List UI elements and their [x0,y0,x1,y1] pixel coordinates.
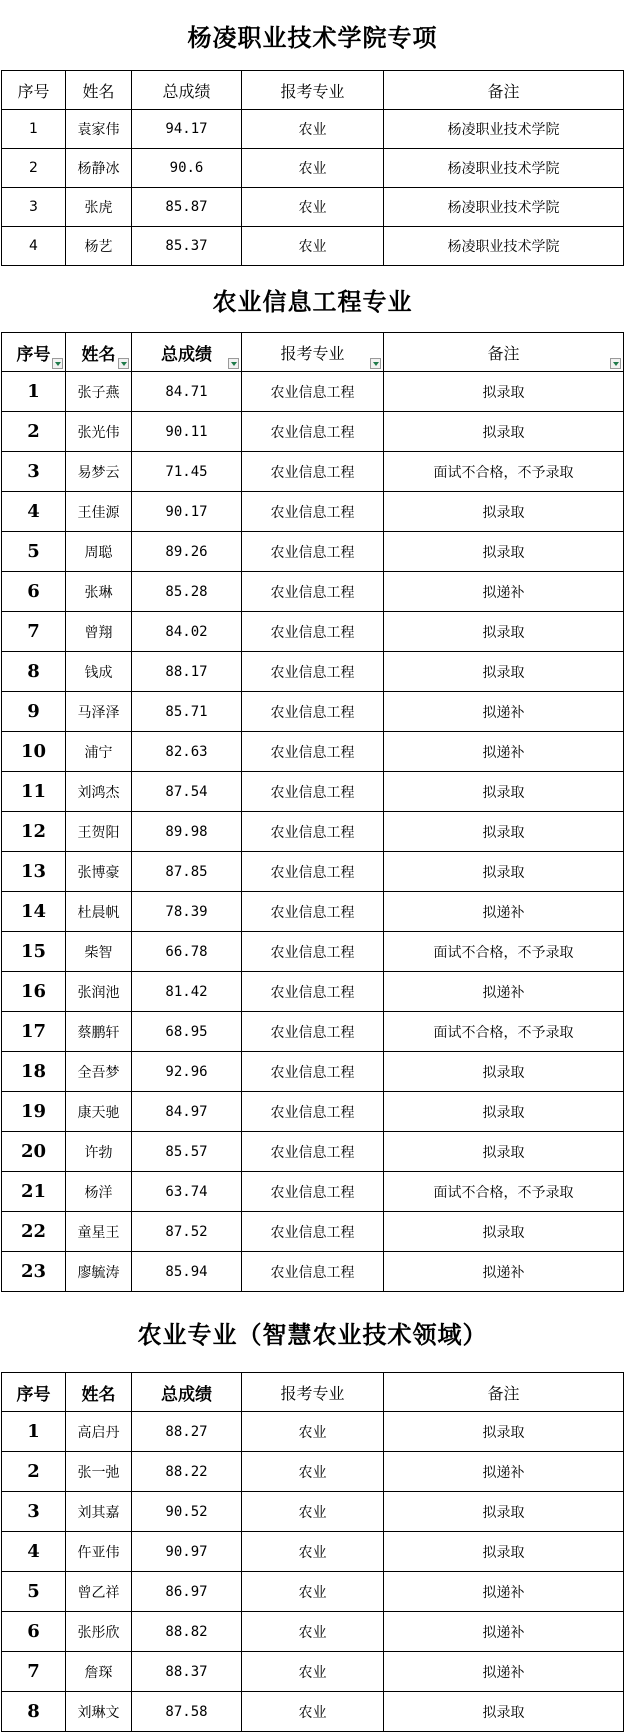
cell-index: 22 [2,1212,66,1252]
cell-major: 农业信息工程 [242,652,384,692]
cell-note: 面试不合格，不予录取 [384,452,624,492]
cell-name: 易梦云 [66,452,132,492]
table-header-row [2,1373,624,1412]
cell-major: 农业 [242,1492,384,1532]
cell-name: 袁家伟 [66,110,132,149]
cell-note: 拟递补 [384,1452,624,1492]
cell-score: 89.98 [132,812,242,852]
filter-dropdown-icon[interactable] [118,358,129,369]
cell-note: 杨凌职业技术学院 [384,110,624,149]
table-row [2,532,624,572]
cell-name: 高启丹 [66,1412,132,1452]
cell-name: 张虎 [66,188,132,227]
cell-note: 拟递补 [384,972,624,1012]
table-row [2,972,624,1012]
cell-index: 12 [2,812,66,852]
section-title: 农业专业（智慧农业技术领域） [137,1319,488,1349]
header-major: 报考专业 [242,71,384,110]
cell-major: 农业 [242,1612,384,1652]
cell-score: 68.95 [132,1012,242,1052]
cell-major: 农业信息工程 [242,1132,384,1172]
cell-note: 拟递补 [384,1612,624,1652]
cell-name: 张润池 [66,972,132,1012]
cell-note: 拟录取 [384,1212,624,1252]
cell-score: 85.37 [132,227,242,266]
table-row [2,812,624,852]
cell-note: 杨凌职业技术学院 [384,149,624,188]
cell-major: 农业信息工程 [242,972,384,1012]
cell-name: 童星王 [66,1212,132,1252]
cell-note: 拟录取 [384,852,624,892]
cell-note: 面试不合格，不予录取 [384,1172,624,1212]
cell-score: 85.87 [132,188,242,227]
table-row [2,149,624,188]
table-row [2,452,624,492]
cell-score: 87.52 [132,1212,242,1252]
cell-major: 农业信息工程 [242,492,384,532]
cell-score: 90.52 [132,1492,242,1532]
filter-dropdown-icon[interactable] [610,358,621,369]
table-row [2,932,624,972]
table-row [2,1492,624,1532]
cell-score: 94.17 [132,110,242,149]
cell-major: 农业 [242,1412,384,1452]
header-note: 备注 [384,71,624,110]
cell-note: 面试不合格，不予录取 [384,1012,624,1052]
cell-major: 农业信息工程 [242,1212,384,1252]
cell-index: 2 [2,149,66,188]
cell-name: 柴智 [66,932,132,972]
table-row [2,1172,624,1212]
header-index-label: 序号 [16,344,51,365]
table-header-row [2,71,624,110]
results-table [1,332,624,1292]
cell-score: 90.97 [132,1532,242,1572]
cell-index: 8 [2,652,66,692]
cell-name: 康天驰 [66,1092,132,1132]
cell-index: 4 [2,227,66,266]
table-row [2,1452,624,1492]
cell-note: 拟递补 [384,1652,624,1692]
cell-name: 刘鸿杰 [66,772,132,812]
table-row [2,227,624,266]
header-score-label: 总成绩 [161,344,212,365]
cell-name: 张一弛 [66,1452,132,1492]
cell-index: 23 [2,1252,66,1292]
cell-index: 17 [2,1012,66,1052]
cell-note: 拟录取 [384,1092,624,1132]
cell-major: 农业 [242,1652,384,1692]
cell-note: 面试不合格，不予录取 [384,932,624,972]
cell-score: 63.74 [132,1172,242,1212]
cell-note: 杨凌职业技术学院 [384,227,624,266]
cell-index: 6 [2,1612,66,1652]
cell-name: 王贺阳 [66,812,132,852]
section-title: 杨凌职业技术学院专项 [187,22,438,52]
table-row [2,1412,624,1452]
table-row [2,1132,624,1172]
cell-name: 曾翔 [66,612,132,652]
cell-score: 88.27 [132,1412,242,1452]
cell-index: 19 [2,1092,66,1132]
cell-name: 钱成 [66,652,132,692]
header-major [242,333,384,372]
cell-index: 5 [2,1572,66,1612]
cell-score: 85.94 [132,1252,242,1292]
cell-index: 7 [2,612,66,652]
cell-note: 拟递补 [384,892,624,932]
cell-index: 10 [2,732,66,772]
cell-index: 1 [2,1412,66,1452]
table-row [2,892,624,932]
cell-index: 16 [2,972,66,1012]
cell-score: 90.17 [132,492,242,532]
cell-name: 张光伟 [66,412,132,452]
cell-name: 刘琳文 [66,1692,132,1732]
cell-index: 6 [2,572,66,612]
cell-major: 农业信息工程 [242,372,384,412]
header-score: 总成绩 [132,1373,242,1412]
results-table [1,1372,624,1732]
table-row [2,1012,624,1052]
cell-name: 周聪 [66,532,132,572]
cell-major: 农业信息工程 [242,692,384,732]
cell-index: 20 [2,1132,66,1172]
cell-score: 87.58 [132,1692,242,1732]
cell-index: 7 [2,1652,66,1692]
cell-index: 3 [2,188,66,227]
cell-score: 85.71 [132,692,242,732]
cell-major: 农业信息工程 [242,732,384,772]
cell-major: 农业信息工程 [242,1012,384,1052]
cell-name: 马泽泽 [66,692,132,732]
filter-dropdown-icon[interactable] [52,358,63,369]
cell-score: 81.42 [132,972,242,1012]
cell-major: 农业 [242,110,384,149]
cell-note: 拟录取 [384,1492,624,1532]
cell-note: 拟录取 [384,492,624,532]
cell-score: 87.85 [132,852,242,892]
cell-index: 1 [2,372,66,412]
cell-index: 13 [2,852,66,892]
cell-note: 拟录取 [384,372,624,412]
cell-name: 张子燕 [66,372,132,412]
table-row [2,652,624,692]
table-row [2,612,624,652]
cell-major: 农业 [242,1692,384,1732]
table-row [2,1612,624,1652]
table-row [2,1052,624,1092]
cell-name: 杨静冰 [66,149,132,188]
cell-index: 8 [2,1692,66,1732]
cell-major: 农业信息工程 [242,572,384,612]
section-smart-agriculture [0,1292,625,1732]
cell-note: 拟递补 [384,1572,624,1612]
cell-name: 蔡鹏轩 [66,1012,132,1052]
table-row [2,1532,624,1572]
cell-index: 4 [2,1532,66,1572]
cell-index: 4 [2,492,66,532]
cell-index: 14 [2,892,66,932]
table-row [2,1652,624,1692]
cell-score: 88.82 [132,1612,242,1652]
cell-major: 农业信息工程 [242,412,384,452]
table-row [2,692,624,732]
cell-major: 农业 [242,188,384,227]
cell-note: 拟递补 [384,732,624,772]
cell-note: 拟录取 [384,532,624,572]
cell-major: 农业 [242,149,384,188]
cell-note: 拟录取 [384,612,624,652]
section-title: 农业信息工程专业 [212,286,413,316]
cell-name: 王佳源 [66,492,132,532]
table-row [2,492,624,532]
cell-score: 78.39 [132,892,242,932]
cell-major: 农业信息工程 [242,892,384,932]
cell-score: 84.71 [132,372,242,412]
section-yangling-special [0,0,625,266]
table-row [2,110,624,149]
cell-note: 拟递补 [384,1252,624,1292]
cell-name: 张彤欣 [66,1612,132,1652]
header-note: 备注 [384,1373,624,1412]
cell-note: 拟录取 [384,652,624,692]
table-row [2,732,624,772]
cell-note: 拟录取 [384,1132,624,1172]
cell-name: 浦宁 [66,732,132,772]
cell-major: 农业信息工程 [242,1172,384,1212]
cell-score: 87.54 [132,772,242,812]
cell-note: 拟录取 [384,772,624,812]
table-row [2,1092,624,1132]
results-table [1,70,624,266]
header-index [2,333,66,372]
cell-major: 农业信息工程 [242,532,384,572]
header-name: 姓名 [66,71,132,110]
cell-index: 3 [2,1492,66,1532]
cell-name: 廖毓涛 [66,1252,132,1292]
cell-name: 张博豪 [66,852,132,892]
cell-score: 92.96 [132,1052,242,1092]
cell-index: 5 [2,532,66,572]
cell-note: 拟录取 [384,1412,624,1452]
cell-score: 66.78 [132,932,242,972]
cell-score: 88.37 [132,1652,242,1692]
cell-note: 杨凌职业技术学院 [384,188,624,227]
cell-name: 张琳 [66,572,132,612]
cell-score: 82.63 [132,732,242,772]
cell-score: 90.11 [132,412,242,452]
cell-score: 90.6 [132,149,242,188]
cell-score: 84.97 [132,1092,242,1132]
cell-score: 84.02 [132,612,242,652]
header-index: 序号 [2,1373,66,1412]
filter-dropdown-icon[interactable] [370,358,381,369]
cell-note: 拟递补 [384,572,624,612]
cell-score: 88.22 [132,1452,242,1492]
cell-note: 拟录取 [384,812,624,852]
cell-name: 曾乙祥 [66,1572,132,1612]
table-row [2,188,624,227]
cell-major: 农业 [242,1532,384,1572]
cell-major: 农业信息工程 [242,772,384,812]
header-score: 总成绩 [132,71,242,110]
header-index: 序号 [2,71,66,110]
cell-index: 9 [2,692,66,732]
cell-name: 刘其嘉 [66,1492,132,1532]
header-name: 姓名 [66,1373,132,1412]
cell-name: 全吾梦 [66,1052,132,1092]
cell-major: 农业信息工程 [242,1092,384,1132]
table-row [2,852,624,892]
table-body [2,110,624,266]
header-note [384,333,624,372]
table-row [2,1252,624,1292]
cell-major: 农业 [242,1572,384,1612]
cell-name: 许勃 [66,1132,132,1172]
cell-note: 拟录取 [384,412,624,452]
cell-note: 拟录取 [384,1692,624,1732]
cell-index: 1 [2,110,66,149]
cell-name: 仵亚伟 [66,1532,132,1572]
table-row [2,1572,624,1612]
cell-name: 杜晨帆 [66,892,132,932]
cell-index: 11 [2,772,66,812]
cell-score: 86.97 [132,1572,242,1612]
cell-major: 农业信息工程 [242,812,384,852]
section-agri-info-engineering [0,266,625,1292]
cell-major: 农业 [242,227,384,266]
cell-score: 89.26 [132,532,242,572]
cell-note: 拟录取 [384,1532,624,1572]
header-name-label: 姓名 [81,344,116,365]
cell-index: 3 [2,452,66,492]
cell-major: 农业 [242,1452,384,1492]
table-row [2,1212,624,1252]
header-major: 报考专业 [242,1373,384,1412]
filter-dropdown-icon[interactable] [228,358,239,369]
table-row [2,372,624,412]
table-header-row [2,333,624,372]
cell-name: 詹琛 [66,1652,132,1692]
cell-index: 15 [2,932,66,972]
cell-major: 农业信息工程 [242,452,384,492]
header-score [132,333,242,372]
table-row [2,572,624,612]
table-row [2,1692,624,1732]
cell-note: 拟录取 [384,1052,624,1092]
cell-note: 拟递补 [384,692,624,732]
cell-name: 杨艺 [66,227,132,266]
cell-major: 农业信息工程 [242,852,384,892]
table-row [2,412,624,452]
cell-score: 71.45 [132,452,242,492]
table-body [2,1412,624,1732]
cell-index: 2 [2,412,66,452]
cell-name: 杨洋 [66,1172,132,1212]
cell-major: 农业信息工程 [242,612,384,652]
cell-score: 88.17 [132,652,242,692]
cell-score: 85.28 [132,572,242,612]
cell-index: 21 [2,1172,66,1212]
cell-index: 18 [2,1052,66,1092]
header-name [66,333,132,372]
cell-index: 2 [2,1452,66,1492]
header-note-label: 备注 [487,343,520,363]
cell-major: 农业信息工程 [242,932,384,972]
table-body [2,372,624,1292]
cell-major: 农业信息工程 [242,1052,384,1092]
table-row [2,772,624,812]
header-major-label: 报考专业 [280,343,345,363]
cell-score: 85.57 [132,1132,242,1172]
cell-major: 农业信息工程 [242,1252,384,1292]
